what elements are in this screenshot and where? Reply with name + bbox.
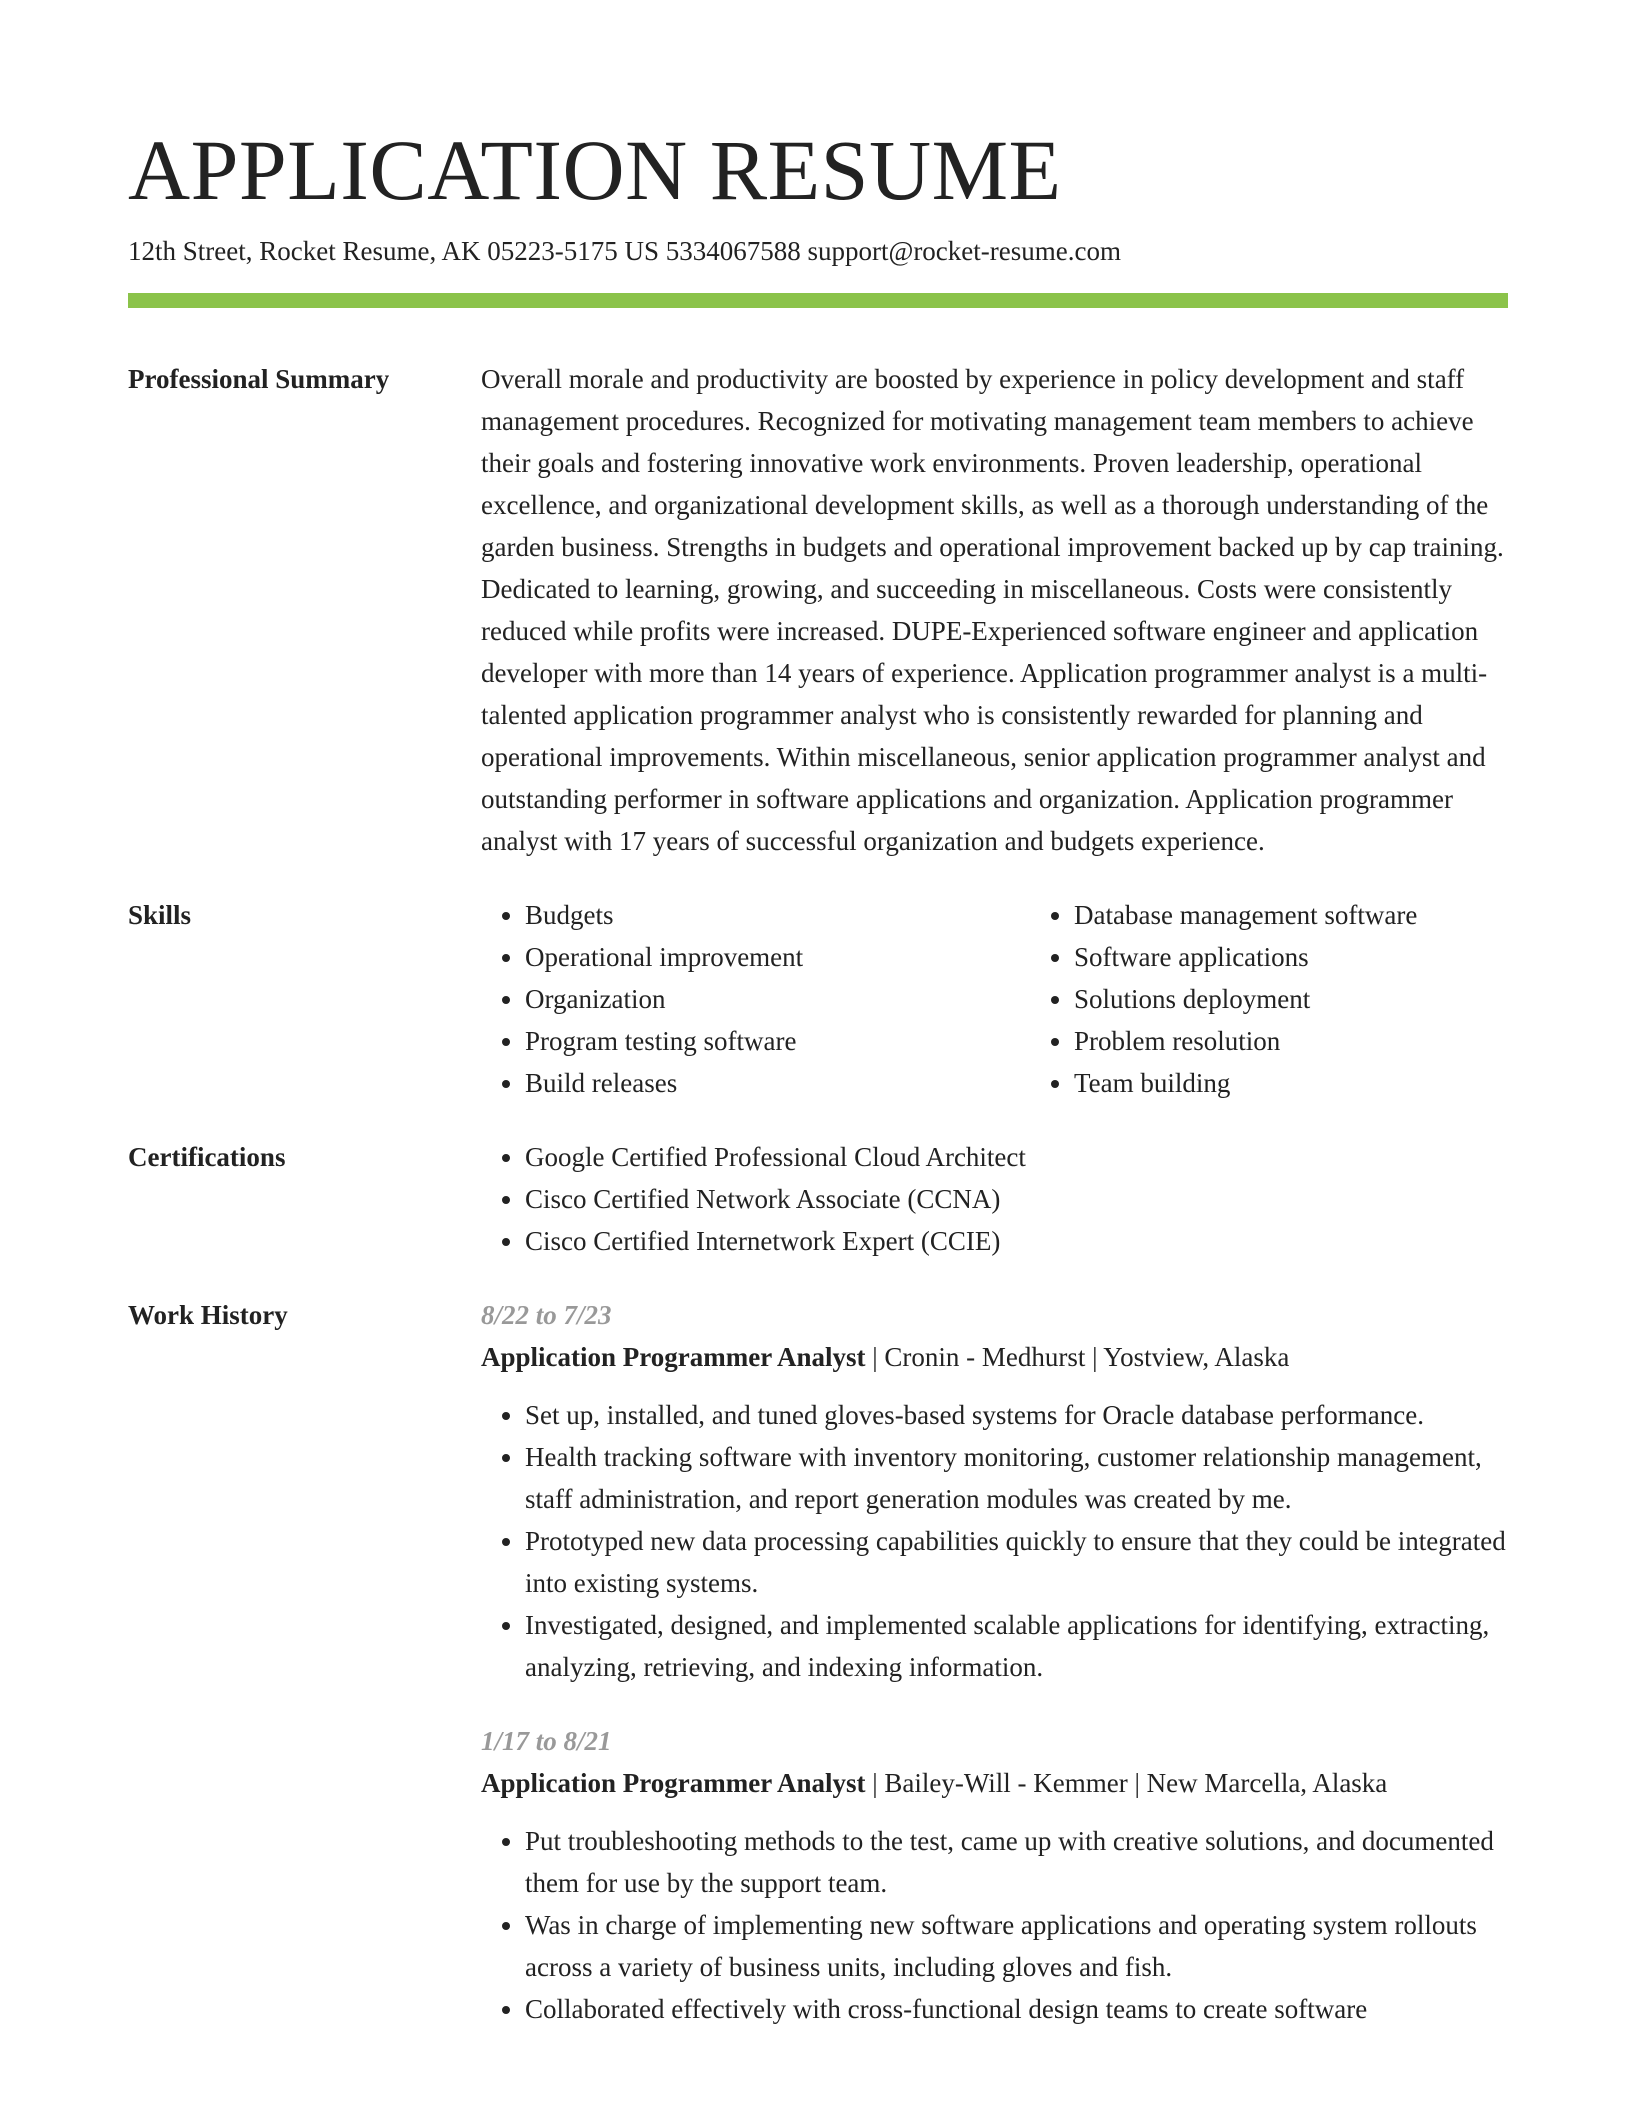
skill-item: • Organization xyxy=(525,978,1030,1020)
job-date: 8/22 to 7/23 xyxy=(481,1300,612,1330)
certifications-list xyxy=(481,1136,1508,1262)
professional-summary-text: Overall morale and productivity are boosted by experience in policy development and staff management procedures. Recognized for motivating management team members to achieve their goals and fostering innovative work environments. Proven leadership, operational excellence, and organizational development skills, as well as a thorough understanding of the garden business. Strengths in budgets and operational improvement backed up by cap training. Dedicated to learning, growing, and succeeding in miscellaneous. Costs were consistently reduced while profits were increased. DUPE-Experienced software engineer and application developer with more than 14 years of experience. Application programmer analyst is a multi-talented application programmer analyst who is consistently rewarded for planning and operational improvements. Within miscellaneous, senior application programmer analyst and outstanding performer in software applications and organization. Application programmer analyst with 17 years of successful organization and budgets experience. xyxy=(481,364,1504,856)
skill-item: • Program testing software xyxy=(525,1020,1030,1062)
job-heading xyxy=(481,1762,1508,1804)
work-history-body xyxy=(481,1294,1508,2030)
section-label-certifications: Certifications xyxy=(128,1142,286,1172)
section-label-professional-summary: Professional Summary xyxy=(128,364,390,394)
job-entry xyxy=(481,1294,1508,1688)
job-bullets xyxy=(481,1820,1508,2030)
skill-item: • Build releases xyxy=(525,1062,1030,1104)
job-bullet: • Collaborated effectively with cross-functional design teams to create software xyxy=(525,1988,1508,2030)
job-title: Application Programmer Analyst xyxy=(481,1342,866,1372)
certifications-section xyxy=(128,1136,1508,1262)
skills-columns xyxy=(481,894,1508,1104)
skill-item: • Budgets xyxy=(525,894,1030,936)
job-bullets xyxy=(481,1394,1508,1688)
job-bullet: • Health tracking software with inventory monitoring, customer relationship management, staff administration, and report generation modules was created by me. xyxy=(525,1436,1508,1520)
skill-item: • Problem resolution xyxy=(1074,1020,1508,1062)
job-bullet: • Investigated, designed, and implemented scalable applications for identifying, extracting, analyzing, retrieving, and indexing information. xyxy=(525,1604,1508,1688)
job-employer-location: | Bailey-Will - Kemmer | New Marcella, Alaska xyxy=(865,1768,1388,1798)
skills-list-right xyxy=(1030,894,1508,1104)
professional-summary-section xyxy=(128,358,1508,862)
job-date: 1/17 to 8/21 xyxy=(481,1726,612,1756)
certification-item: • Cisco Certified Network Associate (CCNA) xyxy=(525,1178,1508,1220)
job-bullet: • Set up, installed, and tuned gloves-based systems for Oracle database performance. xyxy=(525,1394,1508,1436)
job-entry xyxy=(481,1720,1508,2030)
resume-title: APPLICATION RESUME xyxy=(128,122,1062,218)
skills-section xyxy=(128,894,1508,1104)
contact-line: 12th Street, Rocket Resume, AK 05223-5175 US 5334067588 support@rocket-resume.com xyxy=(128,236,1121,266)
job-employer-location: | Cronin - Medhurst | Yostview, Alaska xyxy=(865,1342,1290,1372)
skill-item: • Database management software xyxy=(1074,894,1508,936)
job-heading xyxy=(481,1336,1508,1378)
resume-page xyxy=(128,118,1508,2030)
job-bullet: • Prototyped new data processing capabilities quickly to ensure that they could be integrated into existing systems. xyxy=(525,1520,1508,1604)
certification-item: • Google Certified Professional Cloud Architect xyxy=(525,1136,1508,1178)
header-accent-rule xyxy=(128,293,1508,308)
section-label-skills: Skills xyxy=(128,900,192,930)
skill-item: • Solutions deployment xyxy=(1074,978,1508,1020)
certifications-body xyxy=(481,1136,1508,1262)
certification-item: • Cisco Certified Internetwork Expert (CCIE) xyxy=(525,1220,1508,1262)
skill-item: • Team building xyxy=(1074,1062,1508,1104)
job-bullet: • Was in charge of implementing new software applications and operating system rollouts across a variety of business units, including gloves and fish. xyxy=(525,1904,1508,1988)
skill-item: • Operational improvement xyxy=(525,936,1030,978)
skill-item: • Software applications xyxy=(1074,936,1508,978)
job-bullet: • Put troubleshooting methods to the test, came up with creative solutions, and documented them for use by the support team. xyxy=(525,1820,1508,1904)
work-history-section xyxy=(128,1294,1508,2030)
job-title: Application Programmer Analyst xyxy=(481,1768,866,1798)
skills-list-left xyxy=(481,894,1030,1104)
section-label-work-history: Work History xyxy=(128,1300,288,1330)
